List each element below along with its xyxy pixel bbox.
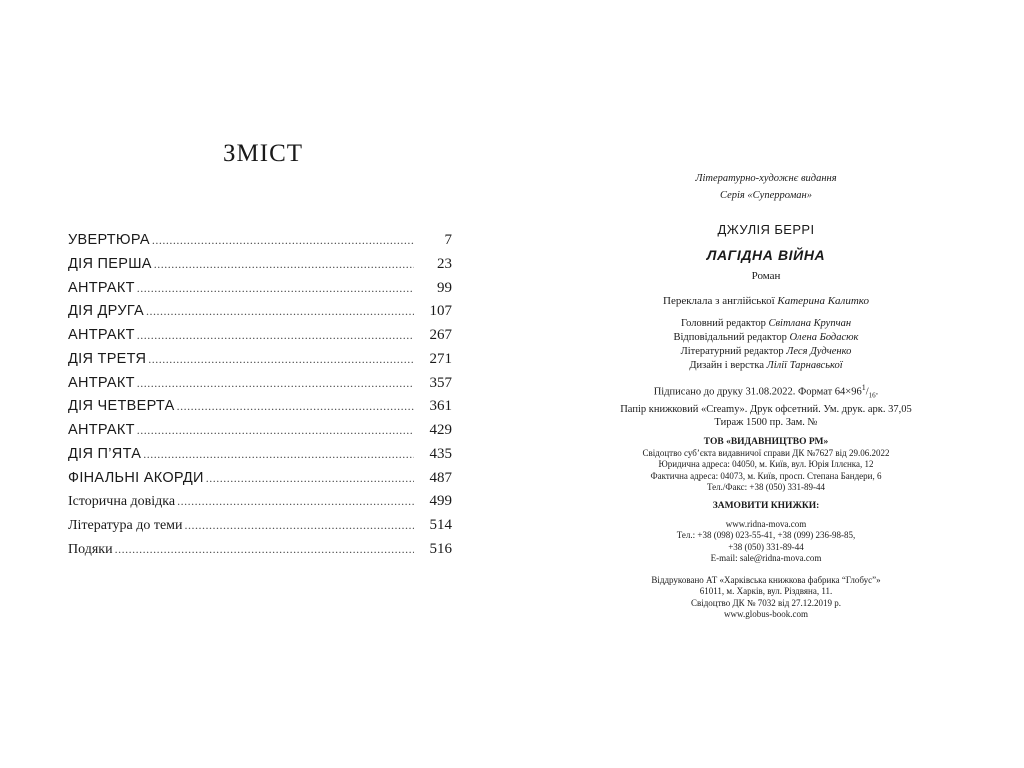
toc-leader-dots	[185, 519, 414, 531]
series-name: Серія «Суперроман»	[720, 190, 812, 201]
toc-leader-dots	[137, 424, 414, 436]
format-numerator: 1	[861, 383, 866, 392]
toc-entry-page: 267	[429, 327, 452, 343]
order-books-heading: ЗАМОВИТИ КНИЖКИ:	[712, 500, 820, 511]
paper-line: Папір книжковий «Creamy». Друк офсетний. Ум. друк. арк. 37,05	[620, 403, 912, 415]
toc-entry-label: ДІЯ ТРЕТЯ	[68, 350, 147, 367]
toc-leader-dots	[152, 234, 414, 246]
printer-info	[600, 575, 932, 621]
run-line: Тираж 1500 пр. Зам. №	[714, 416, 818, 428]
printer-line: 61011, м. Харків, вул. Різдвяна, 11.	[699, 586, 833, 597]
contact-line: E-mail: sale@ridna-mova.com	[710, 553, 822, 564]
toc-entry-label: Подяки	[68, 541, 113, 557]
toc-leader-dots	[177, 495, 414, 507]
toc-entry-page: 487	[429, 469, 452, 486]
credit-line	[600, 359, 932, 373]
publisher-name: ТОВ «ВИДАВНИЦТВО РМ»	[703, 436, 829, 447]
toc-entry-page: 271	[429, 350, 452, 367]
contact-line: Тел.: +38 (098) 023-55-41, +38 (099) 236-98-85,	[676, 530, 856, 541]
format-end: .	[875, 386, 879, 398]
credit-role: Літературний редактор	[680, 346, 784, 357]
edition-genre: Літературно-художнє видання	[695, 173, 837, 184]
toc-leader-dots	[137, 329, 414, 341]
toc-entry	[68, 541, 452, 565]
table-of-contents-page	[68, 140, 452, 565]
toc-entry-page: 99	[437, 279, 452, 296]
contact-line: www.ridna-mova.com	[725, 518, 807, 529]
toc-entry	[68, 351, 452, 375]
toc-entry-page: 7	[444, 232, 452, 248]
toc-entry	[68, 398, 452, 422]
toc-entry	[68, 256, 452, 280]
toc-entry-page: 357	[429, 374, 452, 391]
toc-entry-label: ДІЯ П’ЯТА	[68, 445, 142, 462]
printer-line: Свідоцтво ДК № 7032 від 27.12.2019 р.	[690, 597, 842, 608]
toc-entry-label: Література до теми	[68, 518, 183, 533]
publisher-info-line: Тел./Факс: +38 (050) 331-89-44	[707, 482, 825, 493]
toc-title: ЗМІСТ	[222, 140, 304, 167]
toc-entry	[68, 470, 452, 494]
toc-entry	[68, 493, 452, 517]
toc-entry-label: ДІЯ ПЕРША	[68, 255, 152, 272]
print-details	[600, 381, 932, 429]
publisher-info-line: Фактична адреса: 04073, м. Київ, просп. Степана Бандери, 6	[650, 470, 882, 481]
printer-line: Віддруковано АТ «Харківська книжкова фабрика “Глобус”»	[651, 574, 881, 585]
credit-name: Лілії Тарнавської	[766, 360, 843, 371]
toc-leader-dots	[206, 472, 414, 484]
toc-entry-label: УВЕРТЮРА	[68, 232, 150, 248]
printer-line: www.globus-book.com	[724, 609, 808, 620]
toc-leader-dots	[137, 377, 414, 389]
toc-entry-page: 514	[429, 517, 452, 533]
toc-entry	[68, 280, 452, 304]
credit-name: Леся Дудченко	[786, 346, 852, 357]
toc-entry-page: 361	[429, 398, 452, 415]
credit-name: Олена Бодасюк	[789, 332, 859, 343]
toc-entry	[68, 303, 452, 327]
toc-entry-label: ФІНАЛЬНІ АКОРДИ	[68, 469, 204, 486]
credit-line	[600, 331, 932, 345]
format-denominator: 16	[868, 391, 876, 400]
print-signed-line: Підписано до друку 31.08.2022. Формат $64\times 96^1/_{16}$.	[653, 383, 879, 400]
toc-entry	[68, 375, 452, 399]
toc-entry-label: АНТРАКТ	[68, 327, 135, 343]
credit-role: Відповідальний редактор	[673, 332, 787, 343]
toc-entry-page: 516	[429, 540, 452, 557]
toc-entry	[68, 446, 452, 470]
toc-entry-page: 499	[429, 493, 452, 510]
credit-line	[600, 317, 932, 331]
credit-line	[600, 345, 932, 359]
toc-entry-label: АНТРАКТ	[68, 279, 135, 296]
imprint-page	[600, 170, 932, 621]
book-title: ЛАГІДНА ВІЙНА	[706, 247, 826, 263]
toc-entry-page: 23	[437, 255, 452, 272]
toc-entry-page: 429	[429, 422, 452, 438]
book-form: Роман	[751, 270, 781, 282]
toc-list	[68, 232, 452, 565]
toc-entry-page: 107	[429, 303, 452, 320]
toc-leader-dots	[154, 258, 414, 270]
toc-entry-label: АНТРАКТ	[68, 374, 135, 391]
translator-label: Переклала з англійської	[663, 295, 775, 307]
toc-entry-page: 435	[429, 445, 452, 462]
contact-line: +38 (050) 331-89-44	[728, 541, 804, 552]
publisher-info-line: Юридична адреса: 04050, м. Київ, вул. Юрія Іллєнка, 12	[658, 459, 874, 470]
credit-role: Головний редактор	[680, 318, 766, 329]
translator-line	[600, 293, 932, 309]
toc-entry	[68, 327, 452, 351]
credit-name: Світлана Крупчан	[768, 318, 852, 329]
publisher-info-line: Свідоцтво суб’єкта видавничої справи ДК №7627 від 29.06.2022	[642, 447, 890, 458]
toc-leader-dots	[146, 305, 414, 317]
toc-entry	[68, 422, 452, 446]
toc-entry	[68, 517, 452, 541]
book-author: ДЖУЛІЯ БЕРРІ	[717, 222, 815, 237]
toc-entry-label: АНТРАКТ	[68, 422, 135, 438]
print-signed-text: Підписано до друку 31.08.2022. Формат 64×96	[653, 386, 862, 398]
toc-entry-label: Історична довідка	[68, 494, 176, 510]
order-contacts	[600, 519, 932, 565]
translator-name: Катерина Калитко	[777, 295, 869, 307]
toc-leader-dots	[148, 353, 414, 365]
toc-leader-dots	[115, 543, 414, 555]
toc-entry	[68, 232, 452, 256]
toc-leader-dots	[137, 282, 414, 294]
editorial-credits	[600, 317, 932, 373]
toc-leader-dots	[143, 448, 414, 460]
toc-leader-dots	[177, 400, 414, 412]
toc-entry-label: ДІЯ ЧЕТВЕРТА	[68, 398, 175, 415]
credit-role: Дизайн і верстка	[689, 360, 764, 371]
toc-entry-label: ДІЯ ДРУГА	[68, 303, 144, 320]
